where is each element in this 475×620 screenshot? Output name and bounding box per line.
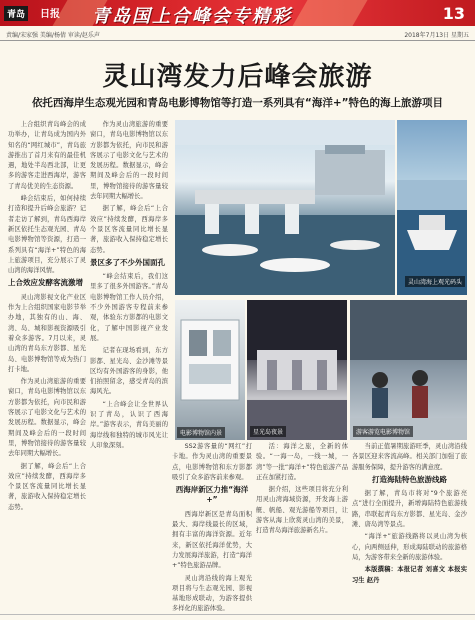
section-heading: 上合效应发酵客流激增	[8, 278, 83, 288]
paragraph: “上合峰会让全世界认识了青岛，认识了西海岸。”游客表示，青岛美丽的海岸线和独特的城市风光让人印象深刻。	[90, 400, 168, 449]
article-column-4	[256, 442, 348, 612]
paragraph: 据了解，峰会后“上合效应”持续发酵，西海岸多个景区客流量同比增长显著，旅游收入保持稳定增长态势。	[90, 205, 168, 254]
paragraph: 据了解，青岛市将对“9个旅游亮点”进行全面提升，新增海陆特色旅游线路，串联起青岛东方影都、星光岛、金沙滩、唐岛湾等景点。	[352, 490, 467, 529]
paragraph: 记者在现场看到，东方影都、星光岛、金沙滩等景区均有外国游客的身影，他们拍照留念，感受青岛的滨海风光。	[90, 347, 168, 396]
paragraph: SS2游客量的“网红”打卡地。作为灵山湾的重要景点，电影博物馆和东方影都吸引了众多游客前来参观。	[172, 443, 252, 481]
paragraph: 据了解，峰会后“上合效应”持续发酵，西海岸多个景区客流量同比增长显著，旅游收入保持稳定增长态势。	[8, 462, 86, 511]
visitors-illustration	[350, 300, 467, 440]
banner-decoration	[292, 0, 367, 26]
editor-credits: 责编/宋家强 美编/杨倩 审读/赵乐声	[6, 32, 100, 39]
paragraph: 峰会结束后，如何持续打造和提升后峰会旅游？记者走访了解到，青岛西海岸新区依托生态观光园、青岛电影博物馆等资源，打造一系列具有“海洋+”特色的海上旅游项目，充分展示了灵山湾的海洋风情。	[8, 195, 86, 275]
paragraph: 西海岸新区是青岛面积最大、海岸线最长的区域，拥有丰富的海洋资源。近年来，新区依托海洋优势，大力发展海洋旅游，打造“海洋+”特色旅游品牌。	[172, 510, 252, 570]
editor-meta-bar	[0, 27, 475, 41]
harbor-illustration	[175, 120, 395, 295]
photo-caption: 游客游览电影博物馆	[353, 426, 413, 437]
paragraph: 灵山湾影视文化产业区作为上合组织国家电影节举办地，其独有的山、海、湾、岛、城和影视资源吸引着众多游客。7月以来，灵山湾的青岛东方影都、星光岛、电影博物馆等成为热门打卡地。	[8, 293, 86, 373]
section-heading: 打造海陆特色旅游线路	[372, 474, 447, 484]
page-number: 13	[442, 4, 465, 23]
night-scene-illustration	[247, 300, 347, 440]
byline: 本版撰稿：本报记者 刘喜文 本报实习生 赵丹	[352, 566, 467, 584]
paragraph: 据介绍，这些项目将充分利用灵山湾海域资源，开发海上游艇、帆船、观光游船等项目，让游客从海上欣赏灵山湾的美景，打造青岛海洋旅游新名片。	[256, 486, 348, 535]
paragraph: 作为灵山湾旅游的重要窗口，青岛电影博物馆以东方影都为依托，向市民和游客展示了电影文化与艺术的发展历程。数据显示，峰会期间及峰会后的一段时间里，博物馆接待的游客量较去年同期大幅增长。	[90, 121, 168, 201]
article-column-5	[352, 442, 467, 612]
page-banner	[0, 0, 475, 26]
intro-paragraph: 上合组织青岛峰会的成功举办，让青岛成为国内外知名的“网红城市”，青岛旅游推出了首月来有的最佳机遇，地处半岛西北部，让更多的游客走进西海岸，游客了青岛优美的生态资源。	[8, 121, 86, 190]
visitors-photo	[350, 300, 467, 440]
section-heading: 景区多了不少外国面孔	[90, 257, 165, 267]
paragraph: 活：海洋之旅，全新的体验。“一海一岛，一线一城，一湾”等一批“海洋+”特色旅游产品正在加紧打造。	[256, 443, 348, 481]
newspaper-logo-sub: 日报	[40, 9, 60, 20]
section-title: 青岛国上合峰会专精彩	[92, 6, 292, 26]
paragraph: 当前正值暑期旅游旺季，灵山湾沿线各景区迎来客流高峰。相关部门加强了旅游服务保障，提升游客的满意度。	[352, 443, 467, 471]
publication-date: 2018年7月13日 星期五	[404, 32, 469, 39]
paragraph: 灵山湾沿线的海上观光项目将与生态观光园、影视基地形成联动，为游客提供多样化的旅游体验。	[172, 574, 252, 612]
paragraph: “峰会结束后，我们这里多了很多外国游客。”青岛电影博物馆工作人员介绍，不少外国游客专程前来参观，体验东方影都的电影文化，了解中国影视产业发展。	[90, 273, 168, 342]
museum-photo	[175, 300, 245, 440]
paragraph: “海洋+”旅游线路将以灵山湾为核心，向两侧延伸，形成海陆联动的旅游格局，为游客带来全新的旅游体验。	[352, 533, 467, 561]
night-scene-photo	[247, 300, 347, 440]
harbor-aerial-photo	[175, 120, 395, 295]
subheadline: 依托西海岸生态观光园和青岛电影博物馆等打造一系列具有“海洋+”特色的海上旅游项目	[31, 97, 444, 109]
photo-caption: 电影博物馆内景	[177, 427, 225, 438]
article-column-1	[8, 120, 86, 612]
newspaper-logo: 青岛	[4, 6, 28, 21]
photo-caption: 星光岛夜景	[250, 426, 286, 437]
footer-rule	[0, 614, 475, 615]
article-column-2	[90, 120, 168, 612]
headline: 灵山湾发力后峰会旅游	[102, 62, 373, 92]
photo-caption: 灵山湾海上观光码头	[405, 276, 465, 287]
article-column-3	[172, 442, 252, 612]
boat-illustration	[397, 120, 467, 295]
boat-photo	[397, 120, 467, 295]
section-heading: 西海岸新区力推“海洋+”	[175, 485, 249, 505]
museum-illustration	[175, 300, 245, 440]
paragraph: 作为灵山湾旅游的重要窗口，青岛电影博物馆以东方影都为依托，向市民和游客展示了电影文化与艺术的发展历程。数据显示，峰会期间及峰会后的一段时间里，博物馆接待的游客量较去年同期大幅增长。	[8, 378, 86, 458]
